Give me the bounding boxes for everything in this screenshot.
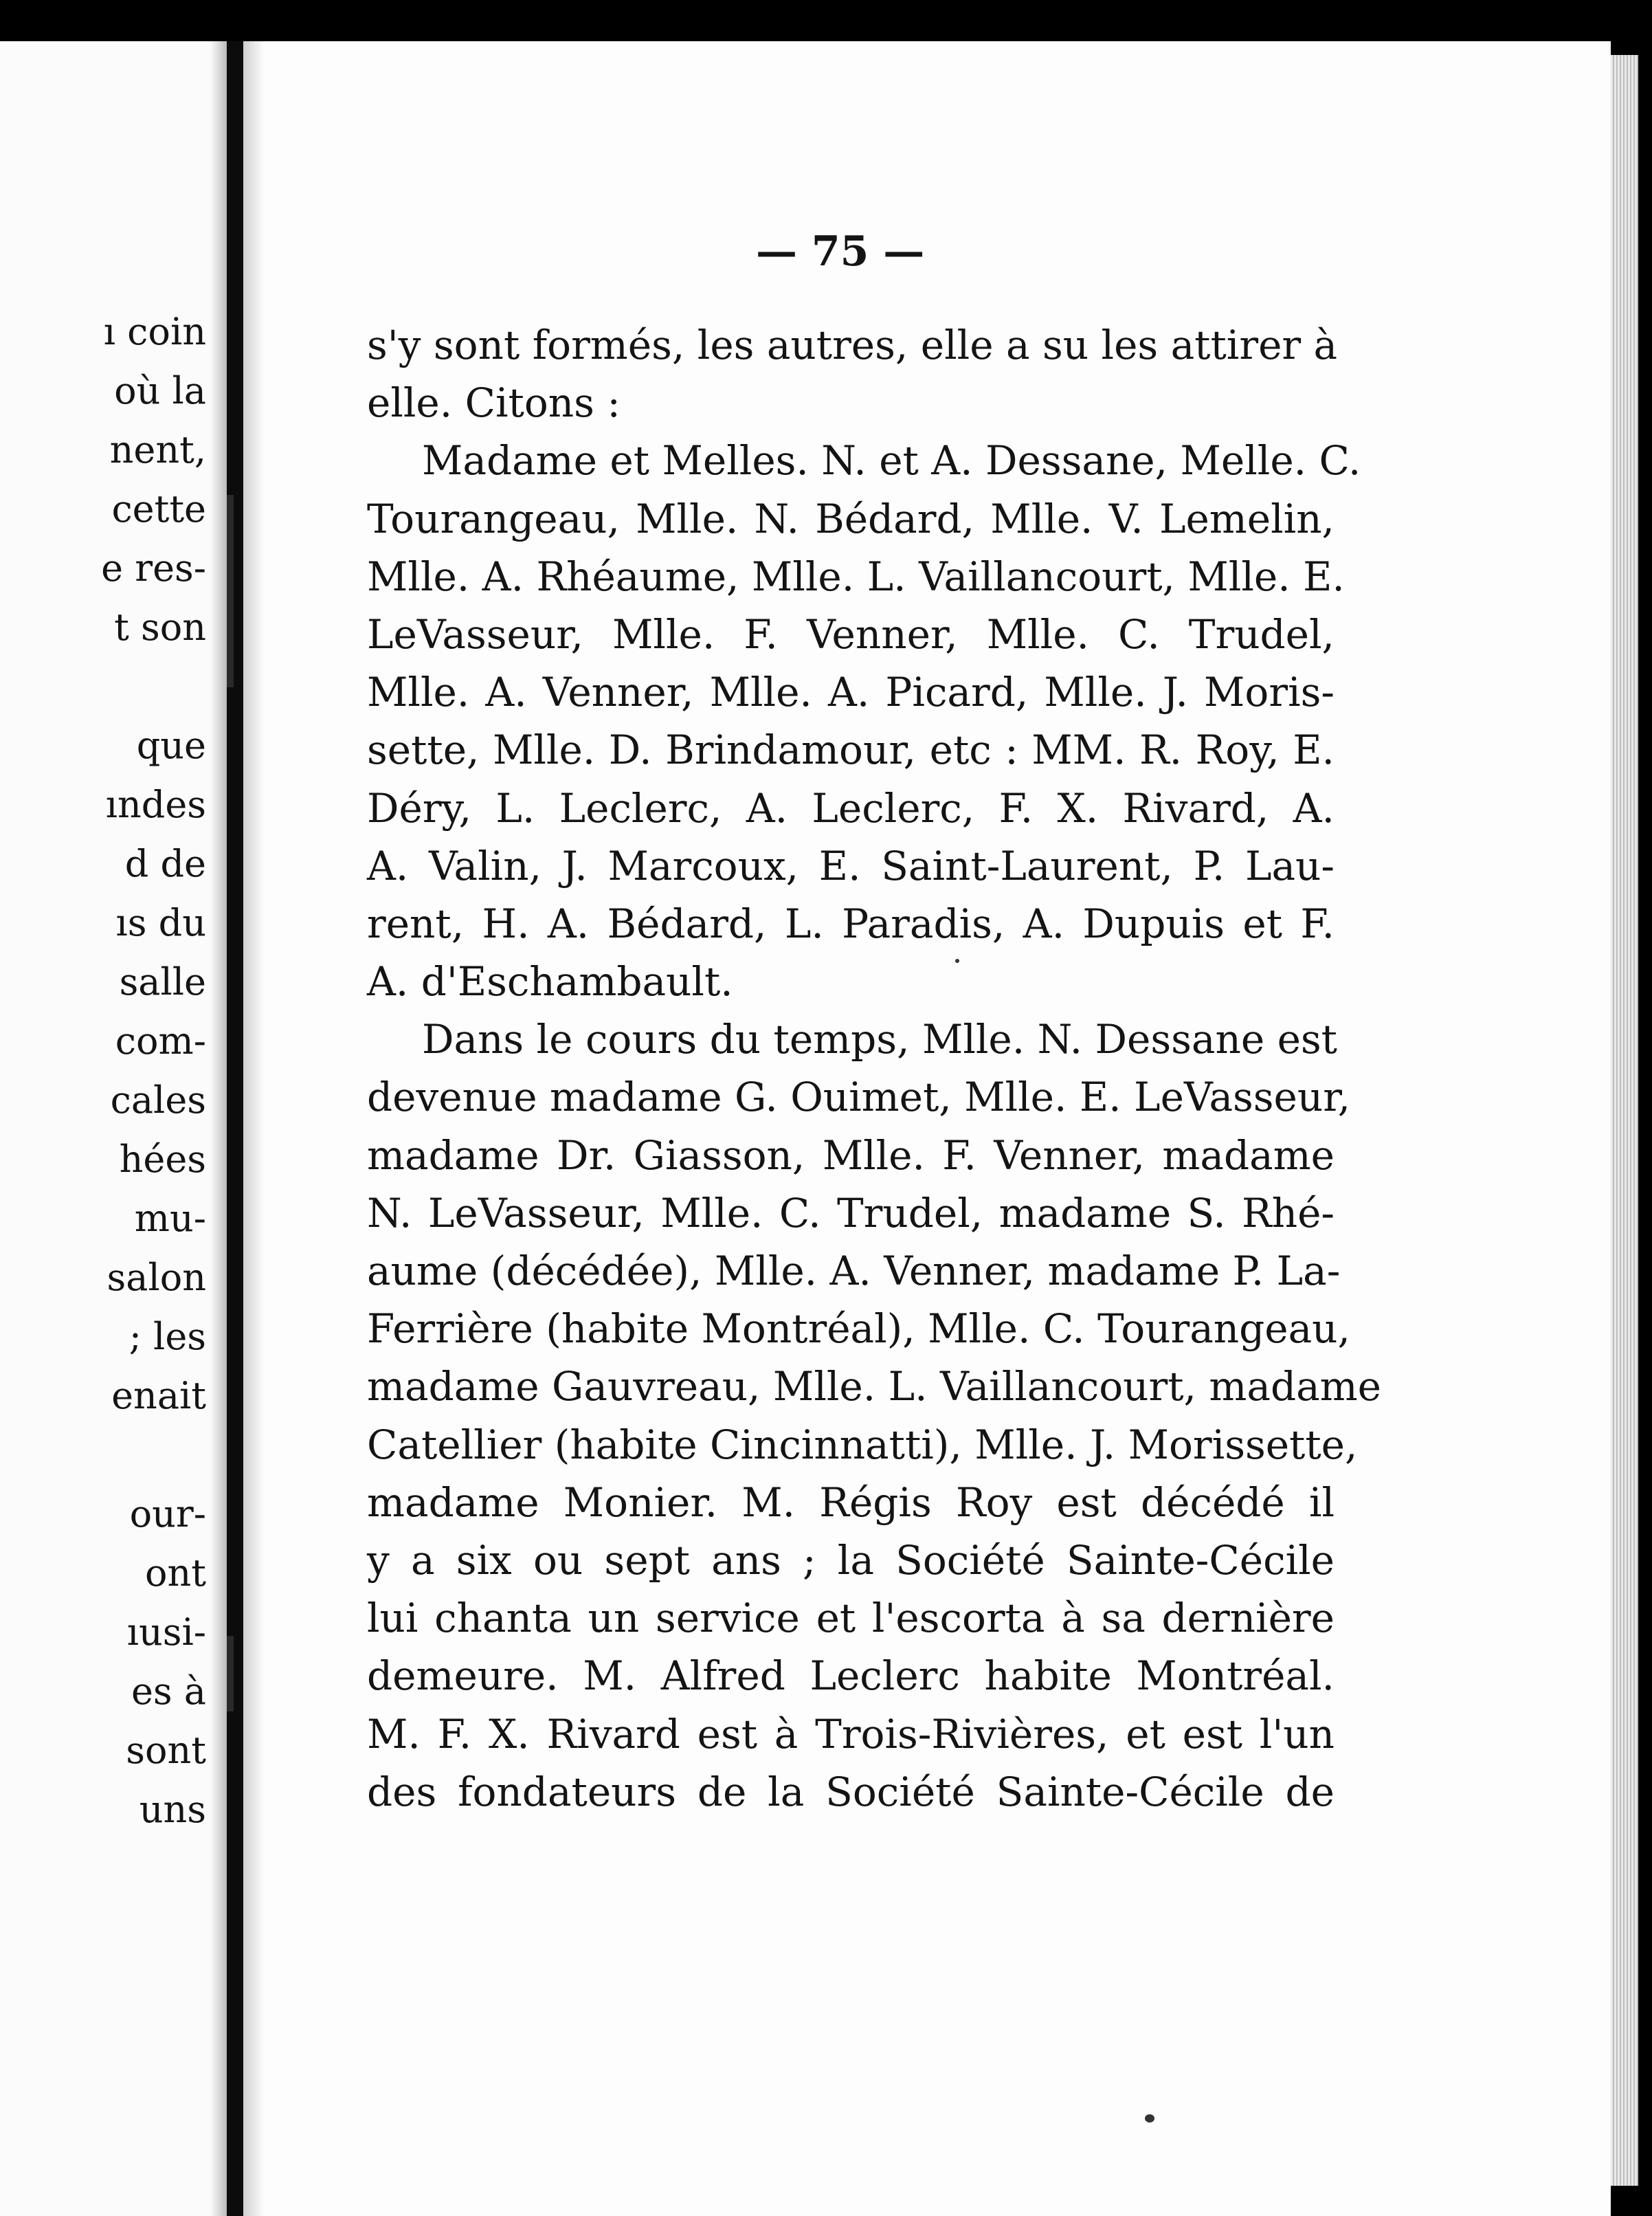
binding-mark xyxy=(227,1636,234,1711)
left-line: ont xyxy=(145,1551,206,1595)
text-line: M. F. X. Rivard est à Trois-Rivières, et est l'un xyxy=(367,1710,1335,1758)
text-line: devenue madame G. Ouimet, Mlle. E. LeVasseur, xyxy=(367,1074,1351,1121)
left-line: salon xyxy=(107,1256,206,1299)
left-line-gap xyxy=(0,1426,206,1485)
text-line: Ferrière (habite Montréal), Mlle. C. Tourangeau, xyxy=(367,1305,1350,1353)
text-line: Dans le cours du temps, Mlle. N. Dessane est xyxy=(422,1016,1337,1063)
scan-border xyxy=(1638,55,1652,2216)
text-line: madame Dr. Giasson, Mlle. F. Venner, madame xyxy=(367,1131,1335,1179)
text-line: N. LeVasseur, Mlle. C. Trudel, madame S. Rhé- xyxy=(367,1189,1335,1237)
gutter-shadow xyxy=(210,41,227,2216)
text-line: s'y sont formés, les autres, elle a su les attirer à xyxy=(367,322,1338,368)
paper-speck xyxy=(1145,2114,1154,2123)
text-line: y a six ou sept ans ; la Société Sainte-Cécile xyxy=(367,1536,1335,1584)
left-line: our- xyxy=(129,1492,206,1536)
paper-speck xyxy=(955,959,959,963)
text-line: Mlle. A. Venner, Mlle. A. Picard, Mlle. J. Moris- xyxy=(367,669,1335,716)
text-line: Déry, L. Leclerc, A. Leclerc, F. X. Rivard, A. xyxy=(367,784,1335,832)
text-line: madame Monier. M. Régis Roy est décédé il xyxy=(367,1478,1335,1526)
left-line: ıusi- xyxy=(126,1610,206,1654)
text-line: Madame et Melles. N. et A. Dessane, Melle. C. xyxy=(422,437,1361,485)
page-number: — 75 — xyxy=(756,228,925,276)
text-line: elle. Citons : xyxy=(367,379,621,427)
text-line: A. Valin, J. Marcoux, E. Saint-Laurent, P. Lau- xyxy=(367,842,1335,889)
text-line: Tourangeau, Mlle. N. Bédard, Mlle. V. Lemelin, xyxy=(367,495,1335,542)
previous-page-fragment xyxy=(0,41,227,2216)
page-edge-shadow xyxy=(243,41,264,2216)
left-line: cales xyxy=(110,1078,206,1122)
left-line: cette xyxy=(111,487,206,531)
stacked-page-edges xyxy=(1611,55,1638,2186)
text-line: demeure. M. Alfred Leclerc habite Montréal. xyxy=(367,1652,1335,1700)
left-line: uns xyxy=(139,1788,206,1831)
previous-page-text xyxy=(0,302,206,1839)
text-line: des fondateurs de la Société Sainte-Cécile de xyxy=(367,1768,1335,1815)
left-line: enait xyxy=(111,1374,206,1417)
page-body-text xyxy=(367,316,1381,1821)
left-line: nent, xyxy=(109,428,206,472)
left-line: salle xyxy=(119,960,206,1004)
text-line: rent, H. A. Bédard, L. Paradis, A. Dupuis et F. xyxy=(367,900,1335,947)
binding-mark xyxy=(227,495,234,687)
left-line: ıs du xyxy=(115,901,206,944)
book-spine xyxy=(227,41,243,2216)
text-line: A. d'Eschambault. xyxy=(367,958,733,1006)
left-line-gap xyxy=(0,657,206,716)
left-line: com- xyxy=(115,1019,206,1063)
left-line: sont xyxy=(126,1729,206,1772)
left-line: ı coin xyxy=(103,310,206,353)
text-line: LeVasseur, Mlle. F. Venner, Mlle. C. Trudel, xyxy=(367,610,1335,658)
text-line: Catellier (habite Cincinnatti), Mlle. J. Morissette, xyxy=(367,1421,1358,1468)
text-line: Mlle. A. Rhéaume, Mlle. L. Vaillancourt, Mlle. E. xyxy=(367,553,1345,600)
text-line: sette, Mlle. D. Brindamour, etc : MM. R. Roy, E. xyxy=(367,727,1335,774)
left-line: t son xyxy=(114,606,206,649)
left-line: hées xyxy=(119,1138,206,1181)
left-line: d de xyxy=(124,842,206,885)
left-line: ; les xyxy=(129,1315,206,1358)
left-line: où la xyxy=(114,369,206,412)
left-line: ındes xyxy=(105,783,206,826)
text-line: madame Gauvreau, Mlle. L. Vaillancourt, madame xyxy=(367,1363,1381,1410)
left-line: e res- xyxy=(101,546,206,590)
text-line: aume (décédée), Mlle. A. Venner, madame P. La- xyxy=(367,1248,1341,1294)
left-line: que xyxy=(136,724,206,767)
text-line: lui chanta un service et l'escorta à sa dernière xyxy=(367,1595,1335,1642)
left-line: mu- xyxy=(134,1197,206,1240)
left-line: es à xyxy=(131,1670,206,1713)
